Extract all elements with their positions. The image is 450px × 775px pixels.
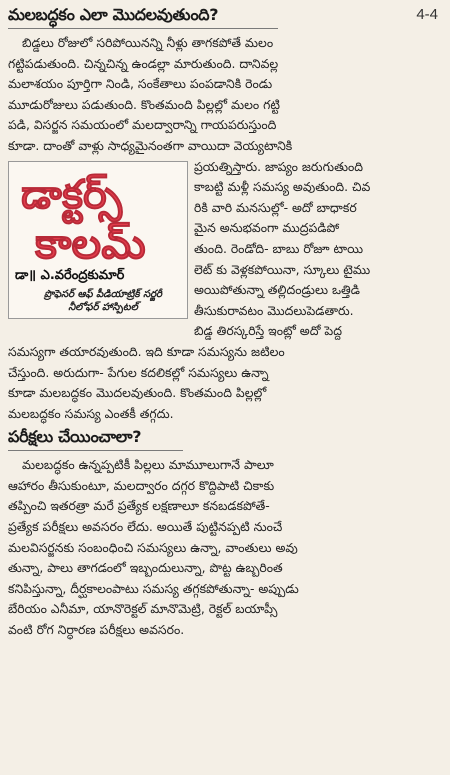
text-line: తీసుకురావటం మొదలుపెడతారు. [194, 302, 354, 318]
designation-line-2: నీలోఫర్ హాస్పిటల్ [68, 301, 138, 313]
section-body-1 [8, 33, 444, 424]
paragraph-tests [8, 455, 444, 640]
logo-line-2: కాలమ్ [35, 218, 146, 268]
text-line: చేస్తుంది. అరుదుగా- పేగుల కదలికల్లో సమస్యలు ఉన్నా [8, 364, 269, 380]
paragraph-continued [8, 342, 444, 424]
text-line: రికి వారి మనసుల్లో- అదో బాధాకర [194, 199, 357, 215]
text-line: మలబద్ధకం సమస్య ఎంతకీ తగ్గదు. [8, 405, 174, 421]
text-line: తున్నా, పాలు తాగడంలో ఇబ్బందులున్నా, పొట్ట ఉబ్బరింత [8, 560, 283, 576]
heading-underline [8, 28, 278, 29]
text-line: లెట్ కు వెళ్లకపోయినా, స్కూలు టైము [194, 261, 371, 277]
page-number: 4-4 [416, 6, 438, 23]
section-heading-constipation-start: మలబద్ధకం ఎలా మొదలవుతుంది? [8, 5, 219, 24]
text-line: కనిపిస్తున్నా, దీర్ఘకాలంపాటు సమస్య తగ్గకపోతున్నా- అప్పుడు [8, 580, 299, 596]
text-line: మూడురోజులు పడుతుంది. కొంతమంది పిల్లల్లో మలం గట్టి [8, 96, 280, 112]
text-line: బిడ్డలు రోజులో సరిపోయినన్ని నీళ్లు తాగకపోతే మలం [22, 35, 274, 50]
text-line: గట్టిపడుతుంది. చిన్నచిన్న ఉండల్లా మారుతుంది. దానివల్ల [8, 55, 279, 71]
text-line: మలవిసర్జనకు సంబంధించి సమస్యలు ఉన్నా, వాంతులు అవు [8, 539, 298, 555]
doctors-column-logo [8, 161, 188, 319]
text-line: మైన అనుభవంగా ముద్రపడిపో [194, 220, 340, 236]
designation-line-1: ప్రొఫెసర్ ఆఫ్ పీడియాట్రిక్ సర్జరీ [44, 288, 162, 300]
text-line: కూడా మలబద్ధకం మొదలవుతుంది. కొంతమంది పిల్లల్లో [8, 385, 267, 401]
text-line: బిడ్డ తిరస్కరిస్తే ఇంట్లో అదో పెద్ద [194, 323, 342, 339]
text-line: తప్పించి ఇతరత్రా మరే ప్రత్యేక లక్షణాలూ కనబడకపోతే- [8, 498, 270, 514]
text-line: ఆహారం తీసుకుంటూ, మలద్వారం దగ్గర కొద్దిపాటి చికాకు [8, 477, 275, 493]
text-line: అయిపోతున్నా తల్లిదండ్రులు ఒత్తిడి [194, 282, 360, 298]
columnist-designation [23, 288, 183, 314]
text-line: కాబట్టి మళ్లీ సమస్య అవుతుంది. చివ [194, 179, 371, 195]
newspaper-column [8, 4, 444, 769]
text-line: ప్రత్యేక పరీక్షలు అవసరం లేదు. అయితే పుట్టినప్పటి నుంచే [8, 519, 283, 535]
section-heading-tests: పరీక్షలు చేయించాలా? [8, 427, 142, 447]
paragraph-beside-logo [194, 157, 444, 342]
logo-line-1: డాక్టర్స్ [21, 171, 123, 218]
heading-underline [8, 450, 183, 451]
logo-title-graphic [15, 164, 181, 268]
logo-and-text-row [8, 157, 444, 342]
text-line: వంటి రోగ నిర్ధారణ పరీక్షలు అవసరం. [8, 622, 185, 638]
text-line: పడి, విసర్జన సమయంలో మలద్వారాన్ని గాయపరుస్తుంది [8, 117, 277, 133]
paragraph-intro [8, 33, 444, 157]
text-line: కూడా. దాంతో వాళ్లు సాధ్యమైనంతగా వాయిదా వెయ్యటానికి [8, 137, 293, 153]
text-line: తుంది. రెండోది- బాబు రోజూ టాయి [194, 240, 363, 256]
text-line: మలబద్ధకం ఉన్నప్పటికీ పిల్లలు మామూలుగానే పాలూ [22, 457, 274, 473]
text-line: బేరియం ఎనీమా, యానొరెక్టల్ మానొమెట్రి, రెక్టల్ బయాప్సీ [8, 601, 278, 617]
columnist-name: డా॥ ఎ.వరేంద్రకుమార్ [15, 267, 125, 283]
text-line: సమస్యగా తయారవుతుంది. ఇది కూడా సమస్యను జటిలం [8, 343, 285, 359]
text-line: ప్రయత్నిస్తారు. జాప్యం జరుగుతుంది [194, 158, 364, 174]
text-line: మలాశయం పూర్తిగా నిండి, సంకేతాలు పంపడానికి రెండు [8, 76, 273, 92]
